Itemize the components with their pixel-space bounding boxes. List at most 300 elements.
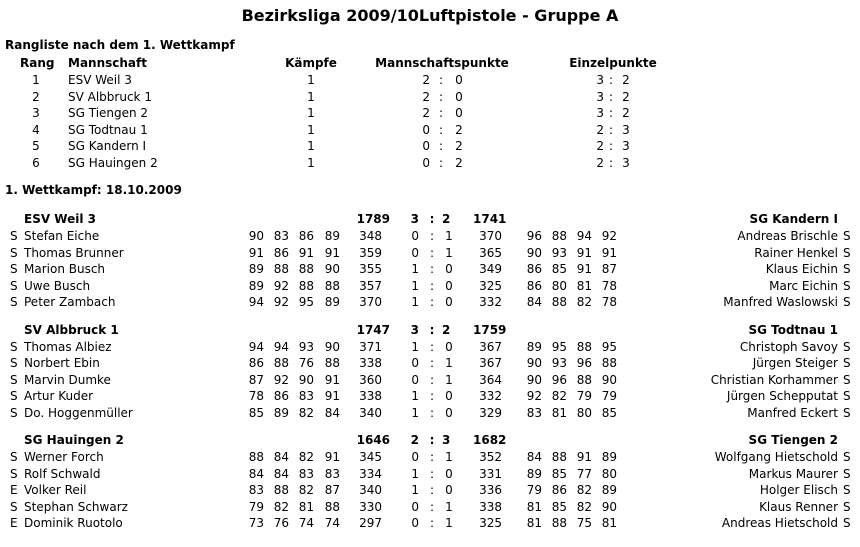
home-shooter-name: Volker Reil <box>24 483 87 498</box>
away-series-score: 88 <box>576 339 592 354</box>
away-series-score: 90 <box>601 372 617 387</box>
home-series-score: 87 <box>324 483 340 498</box>
away-shooter-total: 364 <box>479 372 502 387</box>
home-series-score: 88 <box>324 499 340 514</box>
match-score-away: 3 <box>442 433 451 447</box>
point-sep: : <box>429 339 435 354</box>
ranking-mp-home: 0 <box>422 122 430 137</box>
away-series-score: 88 <box>551 450 567 464</box>
home-shooter-name: Thomas Albiez <box>24 339 112 354</box>
home-shooter-name: Marion Busch <box>24 262 106 277</box>
home-series-score: 91 <box>324 245 340 260</box>
away-point: 0 <box>445 389 453 404</box>
away-shooter-total: 332 <box>479 389 502 404</box>
match-away-team: SG Kandern I <box>749 212 838 226</box>
away-class: S <box>843 262 851 277</box>
home-series-score: 86 <box>298 229 314 243</box>
home-shooter-total: 357 <box>359 278 382 293</box>
home-shooter-name: Artur Kuder <box>24 389 94 404</box>
away-shooter-name: Markus Maurer <box>748 466 838 481</box>
match-away-team: SG Todtnau 1 <box>748 322 838 337</box>
ranking-kaempfe: 1 <box>307 122 315 137</box>
ranking-heading: Rangliste nach dem 1. Wettkampf <box>5 38 235 52</box>
home-shooter-name: Werner Forch <box>24 450 104 464</box>
home-point: 1 <box>411 262 419 277</box>
home-shooter-total: 297 <box>359 516 382 531</box>
away-series-score: 84 <box>526 450 542 464</box>
away-series-score: 77 <box>576 466 592 481</box>
home-class: S <box>10 245 18 260</box>
home-series-score: 76 <box>298 356 314 371</box>
home-series-score: 93 <box>298 339 314 354</box>
home-shooter-name: Stephan Schwarz <box>24 499 128 514</box>
away-shooter-total: 365 <box>479 245 502 260</box>
ranking-ep-home: 3 <box>596 89 604 104</box>
ranking-ep-away: 3 <box>622 122 630 137</box>
ranking-mp-away: 2 <box>455 122 463 137</box>
home-series-score: 92 <box>273 278 289 293</box>
home-shooter-total: 370 <box>359 295 382 310</box>
away-series-score: 91 <box>576 262 592 277</box>
away-shooter-total: 338 <box>479 499 502 514</box>
point-sep: : <box>429 372 435 387</box>
away-shooter-name: Andreas Hietschold <box>721 516 838 531</box>
home-shooter-total: 338 <box>359 356 382 371</box>
home-shooter-name: Norbert Ebin <box>24 356 100 371</box>
away-point: 0 <box>445 466 453 481</box>
ranking-mp-away: 0 <box>455 73 463 87</box>
home-point: 1 <box>411 295 419 310</box>
away-shooter-name: Andreas Brischle <box>737 229 838 243</box>
home-class: S <box>10 466 18 481</box>
home-shooter-total: 345 <box>359 450 382 464</box>
away-shooter-total: 349 <box>479 262 502 277</box>
away-series-score: 95 <box>551 339 567 354</box>
ranking-mp-away: 2 <box>455 139 463 154</box>
away-series-score: 84 <box>526 295 542 310</box>
ranking-mp-home: 2 <box>422 73 430 87</box>
away-series-score: 86 <box>551 483 567 498</box>
home-series-score: 84 <box>273 450 289 464</box>
home-shooter-name: Dominik Ruotolo <box>24 516 123 531</box>
home-shooter-name: Peter Zambach <box>24 295 116 310</box>
away-series-score: 85 <box>601 405 617 420</box>
home-class: E <box>10 516 18 531</box>
home-shooter-name: Stefan Eiche <box>24 229 100 243</box>
home-series-score: 92 <box>273 372 289 387</box>
away-class: S <box>843 339 851 354</box>
home-shooter-name: Marvin Dumke <box>24 372 111 387</box>
home-series-score: 91 <box>324 389 340 404</box>
away-shooter-total: 336 <box>479 483 502 498</box>
away-series-score: 81 <box>551 405 567 420</box>
away-series-score: 81 <box>526 499 542 514</box>
away-series-score: 90 <box>601 499 617 514</box>
home-series-score: 94 <box>273 339 289 354</box>
home-series-score: 84 <box>248 466 264 481</box>
point-sep: : <box>429 262 435 277</box>
ranking-team: SV Albbruck 1 <box>68 89 152 104</box>
match-away-team: SG Tiengen 2 <box>748 433 838 447</box>
home-class: S <box>10 339 18 354</box>
point-sep: : <box>429 405 435 420</box>
home-series-score: 74 <box>298 516 314 531</box>
home-series-score: 86 <box>273 245 289 260</box>
ranking-ep-home: 2 <box>596 139 604 154</box>
away-class: S <box>843 229 851 243</box>
home-series-score: 89 <box>324 229 340 243</box>
home-shooter-total: 338 <box>359 389 382 404</box>
home-series-score: 90 <box>248 229 264 243</box>
home-series-score: 84 <box>324 405 340 420</box>
away-series-score: 81 <box>601 516 617 531</box>
ranking-team: SG Tiengen 2 <box>68 106 149 121</box>
home-point: 0 <box>411 499 419 514</box>
home-class: S <box>10 356 18 371</box>
away-class: S <box>843 278 851 293</box>
point-sep: : <box>429 499 435 514</box>
ranking-rang: 2 <box>32 89 40 104</box>
away-series-score: 89 <box>601 483 617 498</box>
away-shooter-name: Klaus Renner <box>759 499 838 514</box>
away-series-score: 78 <box>601 295 617 310</box>
away-series-score: 89 <box>526 339 542 354</box>
home-point: 0 <box>411 229 419 243</box>
ranking-team: SG Hauingen 2 <box>68 156 158 170</box>
away-series-score: 86 <box>526 278 542 293</box>
match-home-team: ESV Weil 3 <box>24 212 97 226</box>
match-score-away: 2 <box>442 322 451 337</box>
away-series-score: 80 <box>576 405 592 420</box>
match-home-total: 1646 <box>356 433 390 447</box>
ranking-header-mannschaftspunkte: Mannschaftspunkte <box>375 56 509 70</box>
home-series-score: 79 <box>248 499 264 514</box>
ranking-kaempfe: 1 <box>307 139 315 154</box>
match-home-total: 1789 <box>356 212 390 226</box>
point-sep: : <box>429 295 435 310</box>
point-sep: : <box>429 278 435 293</box>
ranking-ep-away: 3 <box>622 139 630 154</box>
away-shooter-name: Klaus Eichin <box>765 262 838 277</box>
match-score-home: 3 <box>410 212 419 226</box>
home-series-score: 91 <box>324 450 340 464</box>
away-series-score: 95 <box>601 339 617 354</box>
home-series-score: 76 <box>273 516 289 531</box>
away-series-score: 81 <box>526 516 542 531</box>
away-shooter-total: 332 <box>479 295 502 310</box>
away-series-score: 96 <box>576 356 592 371</box>
away-series-score: 90 <box>526 356 542 371</box>
ranking-mp-sep: : <box>438 89 444 104</box>
away-series-score: 85 <box>551 466 567 481</box>
home-shooter-total: 348 <box>359 229 382 243</box>
home-series-score: 95 <box>298 295 314 310</box>
home-series-score: 85 <box>248 405 264 420</box>
home-series-score: 89 <box>248 262 264 277</box>
home-series-score: 91 <box>298 245 314 260</box>
ranking-header-mannschaft: Mannschaft <box>68 56 147 70</box>
home-series-score: 90 <box>324 262 340 277</box>
home-series-score: 88 <box>248 450 264 464</box>
away-series-score: 88 <box>576 372 592 387</box>
away-series-score: 88 <box>601 356 617 371</box>
away-shooter-name: Wolfgang Hietschold <box>714 450 838 464</box>
away-series-score: 87 <box>601 262 617 277</box>
away-point: 1 <box>445 356 453 371</box>
away-shooter-name: Manfred Eckert <box>747 405 838 420</box>
away-series-score: 91 <box>576 245 592 260</box>
home-class: S <box>10 295 18 310</box>
home-shooter-total: 360 <box>359 372 382 387</box>
ranking-kaempfe: 1 <box>307 156 315 170</box>
away-shooter-name: Jürgen Schepputat <box>726 389 838 404</box>
away-class: S <box>843 295 851 310</box>
home-point: 0 <box>411 450 419 464</box>
away-series-score: 92 <box>526 389 542 404</box>
home-series-score: 84 <box>273 466 289 481</box>
home-series-score: 82 <box>273 499 289 514</box>
home-point: 1 <box>411 339 419 354</box>
away-series-score: 90 <box>526 372 542 387</box>
away-series-score: 81 <box>576 278 592 293</box>
competition-heading: 1. Wettkampf: 18.10.2009 <box>5 183 182 197</box>
home-class: S <box>10 229 18 243</box>
point-sep: : <box>429 450 435 464</box>
away-shooter-total: 352 <box>479 450 502 464</box>
away-series-score: 88 <box>551 295 567 310</box>
away-series-score: 82 <box>576 483 592 498</box>
home-series-score: 94 <box>248 295 264 310</box>
away-series-score: 79 <box>576 389 592 404</box>
away-series-score: 88 <box>551 229 567 243</box>
home-class: S <box>10 278 18 293</box>
home-point: 0 <box>411 372 419 387</box>
match-home-total: 1747 <box>356 322 390 337</box>
ranking-ep-home: 3 <box>596 106 604 121</box>
home-shooter-total: 371 <box>359 339 382 354</box>
away-shooter-total: 370 <box>479 229 502 243</box>
away-series-score: 89 <box>526 466 542 481</box>
ranking-mp-sep: : <box>438 106 444 121</box>
home-series-score: 88 <box>324 278 340 293</box>
away-class: S <box>843 372 851 387</box>
home-series-score: 83 <box>298 466 314 481</box>
ranking-header-einzelpunkte: Einzelpunkte <box>569 56 657 70</box>
ranking-ep-sep: : <box>608 122 614 137</box>
match-home-team: SG Hauingen 2 <box>24 433 124 447</box>
ranking-mp-home: 2 <box>422 106 430 121</box>
away-class: S <box>843 450 851 464</box>
home-series-score: 90 <box>324 339 340 354</box>
away-shooter-name: Rainer Henkel <box>754 245 838 260</box>
ranking-mp-home: 0 <box>422 156 430 170</box>
home-shooter-name: Thomas Brunner <box>24 245 124 260</box>
ranking-rang: 1 <box>32 73 40 87</box>
match-score-sep: : <box>429 433 435 447</box>
ranking-mp-sep: : <box>438 139 444 154</box>
home-series-score: 73 <box>248 516 264 531</box>
ranking-mp-sep: : <box>438 122 444 137</box>
home-series-score: 88 <box>298 278 314 293</box>
away-shooter-name: Christoph Savoy <box>739 339 838 354</box>
away-point: 1 <box>445 499 453 514</box>
ranking-rang: 5 <box>32 139 40 154</box>
ranking-ep-sep: : <box>608 139 614 154</box>
page-title: Bezirksliga 2009/10Luftpistole - Gruppe A <box>241 6 619 25</box>
away-series-score: 88 <box>551 516 567 531</box>
point-sep: : <box>429 389 435 404</box>
away-shooter-name: Jürgen Steiger <box>752 356 838 371</box>
home-series-score: 83 <box>248 483 264 498</box>
away-series-score: 79 <box>601 389 617 404</box>
home-series-score: 86 <box>273 389 289 404</box>
away-point: 0 <box>445 262 453 277</box>
home-series-score: 82 <box>298 483 314 498</box>
away-series-score: 78 <box>601 278 617 293</box>
away-series-score: 82 <box>576 295 592 310</box>
away-series-score: 80 <box>551 278 567 293</box>
home-series-score: 83 <box>298 389 314 404</box>
away-point: 1 <box>445 245 453 260</box>
home-shooter-name: Rolf Schwald <box>24 466 101 481</box>
point-sep: : <box>429 516 435 531</box>
ranking-kaempfe: 1 <box>307 73 315 87</box>
away-series-score: 85 <box>551 262 567 277</box>
home-series-score: 92 <box>273 295 289 310</box>
away-class: S <box>843 245 851 260</box>
home-series-score: 78 <box>248 389 264 404</box>
point-sep: : <box>429 229 435 243</box>
home-series-score: 82 <box>298 450 314 464</box>
ranking-kaempfe: 1 <box>307 89 315 104</box>
point-sep: : <box>429 245 435 260</box>
home-series-score: 88 <box>324 356 340 371</box>
away-series-score: 86 <box>526 262 542 277</box>
home-series-score: 86 <box>248 356 264 371</box>
away-series-score: 83 <box>526 405 542 420</box>
ranking-ep-home: 2 <box>596 156 604 170</box>
home-point: 1 <box>411 466 419 481</box>
home-point: 1 <box>411 278 419 293</box>
home-shooter-total: 340 <box>359 405 382 420</box>
away-series-score: 93 <box>551 356 567 371</box>
point-sep: : <box>429 356 435 371</box>
away-shooter-name: Christian Korhammer <box>710 372 838 387</box>
away-series-score: 89 <box>601 450 617 464</box>
home-point: 1 <box>411 483 419 498</box>
match-away-total: 1682 <box>473 433 507 447</box>
home-series-score: 87 <box>248 372 264 387</box>
home-series-score: 89 <box>273 405 289 420</box>
home-series-score: 88 <box>273 262 289 277</box>
ranking-rang: 4 <box>32 122 40 137</box>
match-away-total: 1741 <box>473 212 507 226</box>
away-shooter-name: Holger Elisch <box>759 483 838 498</box>
away-class: S <box>843 499 851 514</box>
home-point: 1 <box>411 389 419 404</box>
ranking-mp-home: 2 <box>422 89 430 104</box>
away-series-score: 92 <box>601 229 617 243</box>
ranking-kaempfe: 1 <box>307 106 315 121</box>
away-series-score: 80 <box>601 466 617 481</box>
home-series-score: 89 <box>324 295 340 310</box>
ranking-ep-away: 3 <box>622 156 630 170</box>
away-shooter-total: 325 <box>479 278 502 293</box>
match-score-home: 3 <box>410 322 419 337</box>
away-series-score: 91 <box>576 450 592 464</box>
away-class: S <box>843 356 851 371</box>
away-point: 0 <box>445 295 453 310</box>
home-shooter-total: 330 <box>359 499 382 514</box>
ranking-mp-sep: : <box>438 73 444 87</box>
away-series-score: 96 <box>551 372 567 387</box>
home-class: S <box>10 405 18 420</box>
match-score-sep: : <box>429 322 435 337</box>
away-series-score: 85 <box>551 499 567 514</box>
ranking-mp-away: 0 <box>455 106 463 121</box>
away-series-score: 75 <box>576 516 592 531</box>
away-shooter-name: Manfred Waslowski <box>723 295 838 310</box>
away-shooter-name: Marc Eichin <box>769 278 838 293</box>
away-class: S <box>843 466 851 481</box>
home-shooter-total: 340 <box>359 483 382 498</box>
ranking-ep-sep: : <box>608 156 614 170</box>
ranking-ep-home: 2 <box>596 122 604 137</box>
home-point: 0 <box>411 245 419 260</box>
home-point: 1 <box>411 405 419 420</box>
match-home-team: SV Albbruck 1 <box>24 322 119 337</box>
away-point: 0 <box>445 405 453 420</box>
away-series-score: 82 <box>551 389 567 404</box>
match-away-total: 1759 <box>473 322 507 337</box>
away-shooter-total: 325 <box>479 516 502 531</box>
ranking-rang: 6 <box>32 156 40 170</box>
match-score-sep: : <box>429 212 435 226</box>
away-point: 0 <box>445 278 453 293</box>
home-series-score: 83 <box>324 466 340 481</box>
home-series-score: 82 <box>298 405 314 420</box>
ranking-rang: 3 <box>32 106 40 121</box>
home-series-score: 91 <box>324 372 340 387</box>
home-shooter-name: Do. Hoggenmüller <box>24 405 133 420</box>
ranking-ep-sep: : <box>608 89 614 104</box>
away-point: 1 <box>445 450 453 464</box>
ranking-ep-home: 3 <box>596 73 604 87</box>
home-shooter-name: Uwe Busch <box>24 278 91 293</box>
ranking-mp-away: 0 <box>455 89 463 104</box>
ranking-team: SG Kandern I <box>68 139 147 154</box>
home-class: S <box>10 372 18 387</box>
home-series-score: 74 <box>324 516 340 531</box>
ranking-mp-away: 2 <box>455 156 463 170</box>
away-class: S <box>843 516 851 531</box>
home-series-score: 94 <box>248 339 264 354</box>
home-series-score: 89 <box>248 278 264 293</box>
away-series-score: 96 <box>526 229 542 243</box>
home-class: S <box>10 499 18 514</box>
home-series-score: 90 <box>298 372 314 387</box>
ranking-header-kaempfe: Kämpfe <box>285 56 337 70</box>
ranking-header-rang: Rang <box>20 56 55 70</box>
home-class: S <box>10 450 18 464</box>
away-shooter-total: 331 <box>479 466 502 481</box>
ranking-ep-sep: : <box>608 73 614 87</box>
away-series-score: 82 <box>576 499 592 514</box>
away-class: S <box>843 483 851 498</box>
home-point: 0 <box>411 516 419 531</box>
away-series-score: 93 <box>551 245 567 260</box>
home-shooter-total: 355 <box>359 262 382 277</box>
